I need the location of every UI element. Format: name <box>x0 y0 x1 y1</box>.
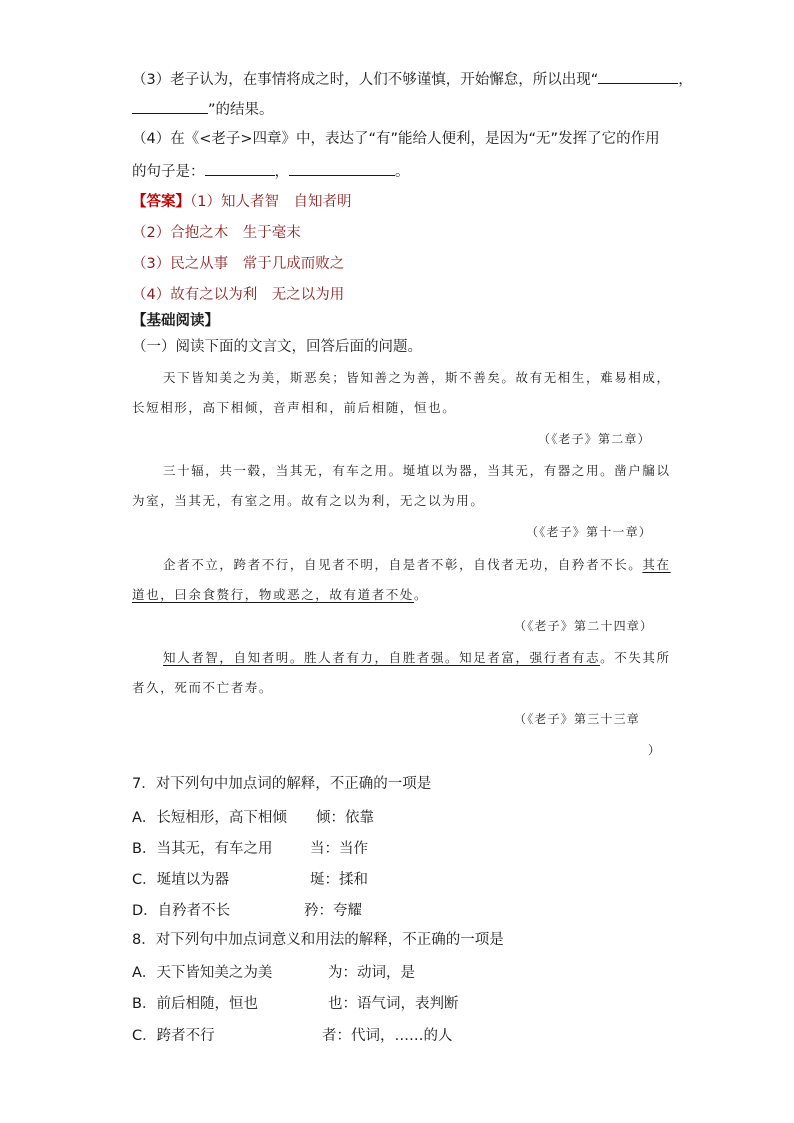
q8-option-c-gloss: 者：代词，……的人 <box>322 1028 453 1044</box>
answer-1-text: （1）知人者智 自知者明 <box>190 194 352 210</box>
passage-4-line-1-rest: 。不失其所 <box>600 650 671 665</box>
passage-4-underlined: 知人者智，自知者明。胜人者有力，自胜者强。知足者富，强行者有志 <box>163 650 601 665</box>
q7-option-c-gloss: 埏：揉和 <box>310 872 368 888</box>
answer-2: （2）合抱之木 生于毫末 <box>132 225 301 241</box>
passage-4-line-2: 者久，死而不亡者寿。 <box>132 680 274 695</box>
passage-3-underlined: 道也，曰余食赘行，物或恶之，故有道者不处 <box>132 587 415 602</box>
q3-line2 <box>132 98 274 120</box>
answer-tag: 【答案】 <box>132 194 190 210</box>
passage-3-line-1-plain: 企者不立，跨者不行，自见者不明，自是者不彰，自伐者无功，自矜者不长。 <box>163 557 643 572</box>
q3-comma: ， <box>678 72 693 88</box>
passage-3-line-2 <box>132 585 428 605</box>
q8-stem: 8．对下列句中加点词意义和用法的解释，不正确的一项是 <box>132 932 504 948</box>
q4-blank-2[interactable] <box>289 160 395 176</box>
answer-4: （4）故有之以为利 无之以为用 <box>132 287 345 303</box>
q4-prefix: 的句子是： <box>132 164 205 180</box>
q7-option-d[interactable]: D．自矜者不长 <box>132 903 231 919</box>
passage-1-line-1: 天下皆知美之为美，斯恶矣；皆知善之为善，斯不善矣。故有无相生，难易相成， <box>163 370 671 385</box>
passage-3-period: 。 <box>414 587 429 602</box>
passage-4-line-1 <box>163 648 671 668</box>
passage-3-line-1 <box>163 555 671 575</box>
q3-text: （3）老子认为，在事情将成之时，人们不够谨慎，开始懈怠，所以出现“ <box>132 72 599 88</box>
answer-1 <box>132 192 351 212</box>
q8-option-b[interactable]: B．前后相随，恒也 <box>132 996 258 1012</box>
q3-end: ”的结果。 <box>208 102 274 118</box>
q7-stem: 7．对下列句中加点词的解释，不正确的一项是 <box>132 776 432 792</box>
q7-option-b-gloss: 当：当作 <box>310 841 368 857</box>
answer-3: （3）民之从事 常于几成而败之 <box>132 256 345 272</box>
passage-2-line-1: 三十辐，共一毂，当其无，有车之用。埏埴以为器，当其无，有器之用。凿户牖以 <box>163 463 671 478</box>
source-2: （《老子》第十一章） <box>526 525 653 539</box>
passage-1-line-2: 长短相形，高下相倾，音声相和，前后相随，恒也。 <box>132 400 457 415</box>
q7-option-a[interactable]: A．长短相形，高下相倾 <box>132 810 287 826</box>
q7-option-d-gloss: 矜：夸耀 <box>304 903 362 919</box>
source-4-close: ） <box>648 743 662 757</box>
q4-period: 。 <box>395 164 410 180</box>
q3-line1 <box>132 68 693 90</box>
q4-line1: （4）在《<老子>四章》中，表达了“有”能给人便利，是因为“无”发挥了它的作用 <box>132 131 660 147</box>
q8-option-c[interactable]: C．跨者不行 <box>132 1028 215 1044</box>
q3-blank-1[interactable] <box>598 68 678 84</box>
q8-option-a[interactable]: A．天下皆知美之为美 <box>132 965 273 981</box>
source-1: （《老子》第二章） <box>538 432 651 446</box>
q7-option-b[interactable]: B．当其无，有车之用 <box>132 841 273 857</box>
q3-blank-2[interactable] <box>132 98 208 114</box>
q8-option-a-gloss: 为：动词，是 <box>328 965 415 981</box>
q4-comma: ， <box>274 164 289 180</box>
source-3: （《老子》第二十四章） <box>514 619 654 633</box>
q4-blank-1[interactable] <box>205 160 275 176</box>
q8-option-b-gloss: 也：语气词，表判断 <box>328 996 459 1012</box>
q7-option-a-gloss: 倾：依靠 <box>316 810 374 826</box>
q7-option-c[interactable]: C．埏埴以为器 <box>132 872 230 888</box>
source-4: （《老子》第三十三章 <box>514 712 641 726</box>
section-title: 【基础阅读】 <box>132 313 219 329</box>
passage-2-line-2: 为室，当其无，有室之用。故有之以为利，无之以为用。 <box>132 493 485 508</box>
passage-3-underlined-start: 其在 <box>642 557 671 572</box>
reading-intro: （一）阅读下面的文言文，回答后面的问题。 <box>132 339 422 355</box>
q4-line2 <box>132 160 410 182</box>
